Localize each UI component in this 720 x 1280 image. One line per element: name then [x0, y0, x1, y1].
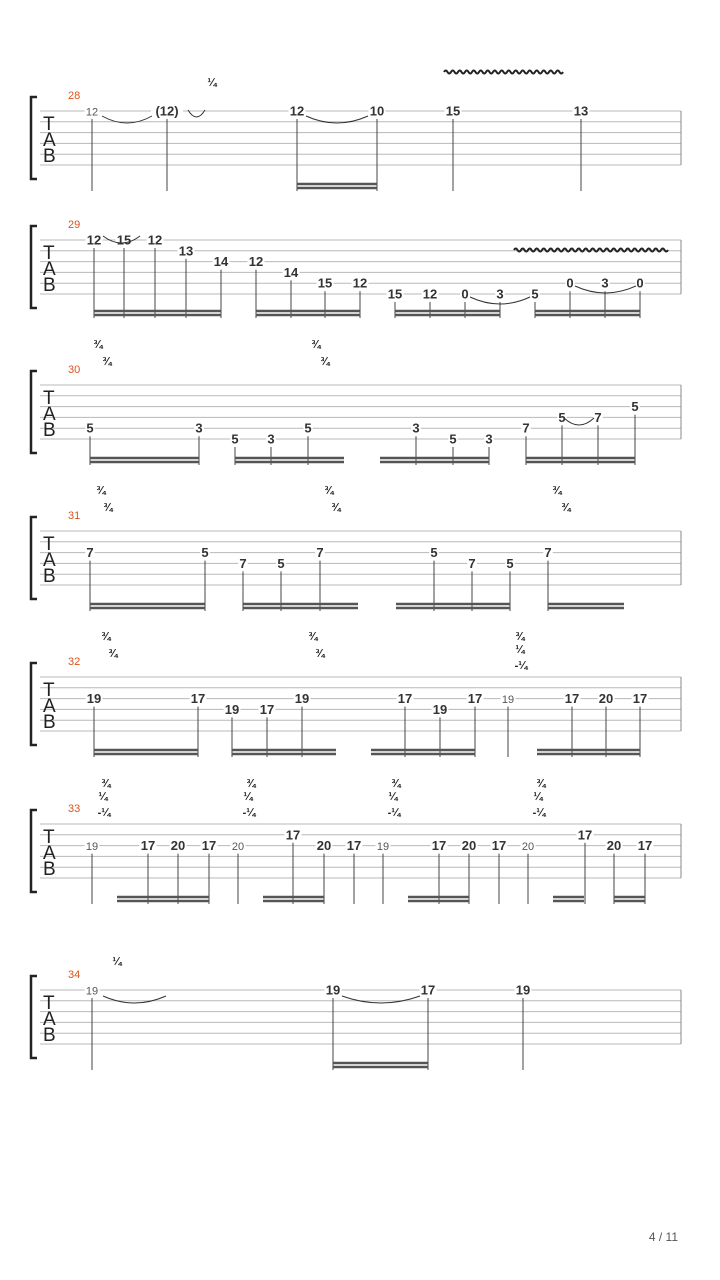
- fret-number: 19: [515, 982, 531, 998]
- tab-clef-t: T: [43, 243, 55, 264]
- system-bracket: [31, 517, 37, 599]
- tab-clef-t: T: [43, 114, 55, 135]
- fret-number: 3: [267, 431, 275, 447]
- tab-clef-b: B: [43, 712, 56, 733]
- bend-amount: ¼: [98, 791, 108, 803]
- bend-amount: ¼: [515, 644, 525, 656]
- tab-clef-b: B: [43, 859, 56, 880]
- measure-number: 32: [68, 656, 81, 668]
- tab-clef-t: T: [43, 534, 55, 555]
- fret-number: 15: [116, 232, 132, 248]
- bend-amount: ¾: [101, 778, 111, 790]
- tab-clef-a: A: [43, 1009, 56, 1030]
- measure-number: 34: [68, 969, 81, 981]
- fret-number: 12: [147, 232, 163, 248]
- bend-amount: ¾: [101, 631, 111, 643]
- fret-number: 10: [369, 103, 385, 119]
- fret-number: 12: [422, 286, 438, 302]
- fret-number: 19: [86, 691, 102, 707]
- bend-amount: ¾: [93, 339, 103, 351]
- fret-number: 14: [283, 264, 299, 280]
- fret-number: (12): [155, 103, 179, 119]
- fret-number: 17: [259, 701, 275, 717]
- tie: [342, 996, 420, 1003]
- fret-number: 7: [544, 545, 552, 561]
- bend-amount: -¼: [97, 807, 111, 819]
- tab-clef-a: A: [43, 130, 56, 151]
- fret-number: 7: [316, 545, 324, 561]
- fret-number: 17: [285, 827, 301, 843]
- tab-clef-t: T: [43, 993, 55, 1014]
- vibrato-line: [444, 71, 563, 74]
- bend-amount: ¾: [311, 339, 321, 351]
- fret-number: 19: [501, 694, 515, 707]
- fret-number: 5: [430, 545, 438, 561]
- fret-number: 20: [461, 838, 477, 854]
- fret-number: 5: [531, 286, 539, 302]
- system-bracket: [31, 97, 37, 179]
- fret-number: 15: [387, 286, 403, 302]
- fret-number: 17: [564, 691, 580, 707]
- fret-number: 3: [195, 420, 203, 436]
- fret-number: 5: [231, 431, 239, 447]
- fret-number: 13: [178, 243, 194, 259]
- measure-number: 29: [68, 219, 81, 231]
- fret-number: 17: [431, 838, 447, 854]
- fret-number: 0: [461, 286, 469, 302]
- fret-number: 5: [201, 545, 209, 561]
- tab-clef-a: A: [43, 843, 56, 864]
- fret-number: 17: [632, 691, 648, 707]
- page-number: 4 / 11: [648, 1230, 678, 1244]
- tab-clef-b: B: [43, 566, 56, 587]
- tab-clef-a: A: [43, 696, 56, 717]
- fret-number: 12: [289, 103, 305, 119]
- fret-number: 17: [397, 691, 413, 707]
- tab-clef-a: A: [43, 259, 56, 280]
- bend-amount: ¾: [308, 631, 318, 643]
- bend-amount: -¼: [532, 807, 546, 819]
- fret-number: 19: [432, 701, 448, 717]
- bend-amount: ¾: [561, 502, 571, 514]
- fret-number: 3: [496, 286, 504, 302]
- tab-clef-a: A: [43, 550, 56, 571]
- fret-number: 5: [304, 420, 312, 436]
- bend-amount: ¾: [103, 502, 113, 514]
- tie: [564, 418, 594, 425]
- bend-amount: ¾: [536, 778, 546, 790]
- bend-amount: ¼: [207, 77, 217, 89]
- system-bracket: [31, 371, 37, 453]
- tie: [103, 996, 166, 1003]
- fret-number: 5: [506, 555, 514, 571]
- fret-number: 17: [577, 827, 593, 843]
- fret-number: 17: [140, 838, 156, 854]
- bend-amount: ¾: [552, 485, 562, 497]
- bend-amount: ¾: [96, 485, 106, 497]
- fret-number: 19: [85, 985, 99, 998]
- fret-number: 12: [85, 106, 99, 119]
- fret-number: 13: [573, 103, 589, 119]
- fret-number: 20: [316, 838, 332, 854]
- fret-number: 12: [352, 275, 368, 291]
- bend-amount: -¼: [514, 660, 528, 672]
- bend-amount: ¼: [243, 791, 253, 803]
- bend-amount: ¼: [533, 791, 543, 803]
- measure-number: 33: [68, 803, 81, 815]
- tab-clef-b: B: [43, 146, 56, 167]
- bend-amount: ¼: [388, 791, 398, 803]
- fret-number: 12: [248, 254, 264, 270]
- fret-number: 20: [521, 841, 535, 854]
- bend-amount: -¼: [387, 807, 401, 819]
- fret-number: 5: [86, 420, 94, 436]
- fret-number: 5: [277, 555, 285, 571]
- tab-clef-t: T: [43, 388, 55, 409]
- fret-number: 3: [485, 431, 493, 447]
- fret-number: 17: [637, 838, 653, 854]
- fret-number: 15: [317, 275, 333, 291]
- tab-clef-b: B: [43, 420, 56, 441]
- fret-number: 5: [631, 399, 639, 415]
- fret-number: 17: [467, 691, 483, 707]
- fret-number: 17: [190, 691, 206, 707]
- bend-amount: ¾: [108, 648, 118, 660]
- bend-amount: -¼: [242, 807, 256, 819]
- fret-number: 7: [594, 409, 602, 425]
- fret-number: 17: [201, 838, 217, 854]
- fret-number: 20: [606, 838, 622, 854]
- measure-number: 30: [68, 364, 81, 376]
- fret-number: 7: [86, 545, 94, 561]
- fret-number: 19: [294, 691, 310, 707]
- fret-number: 7: [522, 420, 530, 436]
- system-bracket: [31, 226, 37, 308]
- fret-number: 3: [601, 275, 609, 291]
- bend-amount: ¾: [102, 356, 112, 368]
- tab-clef-t: T: [43, 680, 55, 701]
- tab-clef-b: B: [43, 1025, 56, 1046]
- tab-clef-b: B: [43, 275, 56, 296]
- fret-number: 19: [224, 701, 240, 717]
- fret-number: 5: [558, 409, 566, 425]
- measure-number: 28: [68, 90, 81, 102]
- fret-number: 0: [636, 275, 644, 291]
- fret-number: 7: [468, 555, 476, 571]
- measure-number: 31: [68, 510, 81, 522]
- system-bracket: [31, 976, 37, 1058]
- bend-amount: ¾: [515, 631, 525, 643]
- bend-amount: ¾: [246, 778, 256, 790]
- fret-number: 0: [566, 275, 574, 291]
- fret-number: 17: [346, 838, 362, 854]
- fret-number: 20: [598, 691, 614, 707]
- system-bracket: [31, 663, 37, 745]
- bend-amount: ¾: [331, 502, 341, 514]
- fret-number: 19: [325, 982, 341, 998]
- fret-number: 15: [445, 103, 461, 119]
- fret-number: 20: [231, 841, 245, 854]
- fret-number: 3: [412, 420, 420, 436]
- bend-amount: ¼: [112, 956, 122, 968]
- fret-number: 12: [86, 232, 102, 248]
- bend-amount: ¾: [320, 356, 330, 368]
- fret-number: 19: [376, 841, 390, 854]
- fret-number: 17: [491, 838, 507, 854]
- fret-number: 19: [85, 841, 99, 854]
- fret-number: 7: [239, 555, 247, 571]
- bend-amount: ¾: [315, 648, 325, 660]
- fret-number: 5: [449, 431, 457, 447]
- tab-clef-a: A: [43, 404, 56, 425]
- bend-amount: ¾: [324, 485, 334, 497]
- fret-number: 17: [420, 982, 436, 998]
- fret-number: 14: [213, 254, 229, 270]
- bend-amount: ¾: [391, 778, 401, 790]
- system-bracket: [31, 810, 37, 892]
- fret-number: 20: [170, 838, 186, 854]
- tab-clef-t: T: [43, 827, 55, 848]
